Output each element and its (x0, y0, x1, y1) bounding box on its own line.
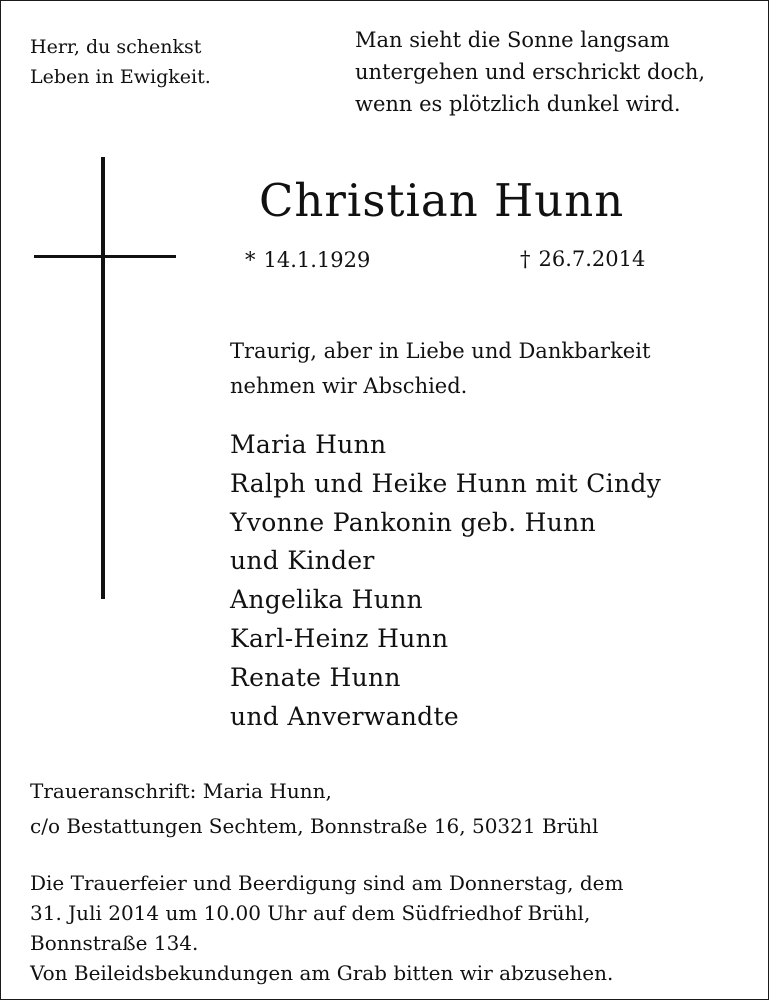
intro-line: nehmen wir Abschied. (230, 374, 468, 398)
ceremony-line: Von Beileidsbekundungen am Grab bitten wir abzusehen. (30, 961, 614, 985)
birth-star-icon: * (245, 248, 256, 272)
quote-left (30, 32, 211, 92)
mourners-list (230, 426, 661, 736)
cross-horizontal-bar (34, 255, 176, 258)
quote-right-line: wenn es plötzlich dunkel wird. (355, 92, 681, 116)
birth-date-row (245, 246, 370, 274)
mourner-entry: Angelika Hunn (230, 585, 423, 615)
address-line: c/o Bestattungen Sechtem, Bonnstraße 16, 50321 Brühl (30, 814, 599, 838)
death-date-row (520, 245, 645, 273)
mourning-address (30, 774, 598, 844)
mourner-entry: Karl-Heinz Hunn (230, 623, 449, 653)
death-dagger-icon: † (520, 247, 531, 271)
death-date: 26.7.2014 (538, 247, 646, 271)
mourner-entry: Yvonne Pankonin geb. Hunn (230, 507, 596, 537)
mourner-entry: Maria Hunn (230, 430, 387, 459)
ceremony-line: 31. Juli 2014 um 10.00 Uhr auf dem Südfriedhof Brühl, (30, 901, 591, 925)
quote-right-line: Man sieht die Sonne langsam (355, 28, 670, 52)
deceased-name: Christian Hunn (259, 174, 625, 227)
mourner-entry: Renate Hunn (230, 662, 401, 692)
ceremony-line: Bonnstraße 134. (30, 931, 199, 955)
quote-left-line: Leben in Ewigkeit. (30, 66, 211, 88)
mourner-entry: und Anverwandte (230, 701, 459, 731)
quote-left-line: Herr, du schenkst (30, 36, 202, 58)
ceremony-line: Die Trauerfeier und Beerdigung sind am Donnerstag, dem (30, 871, 624, 895)
intro-line: Traurig, aber in Liebe und Dankbarkeit (230, 339, 651, 363)
quote-right (355, 24, 705, 120)
birth-date: 14.1.1929 (263, 248, 371, 272)
address-line: Traueranschrift: Maria Hunn, (30, 779, 332, 803)
cross-vertical-bar (101, 157, 105, 599)
quote-right-line: untergehen und erschrickt doch, (355, 60, 706, 84)
mourner-entry: Ralph und Heike Hunn mit Cindy (230, 468, 662, 498)
mourner-entry: und Kinder (230, 546, 375, 576)
farewell-intro (230, 334, 650, 404)
ceremony-info (30, 868, 623, 988)
